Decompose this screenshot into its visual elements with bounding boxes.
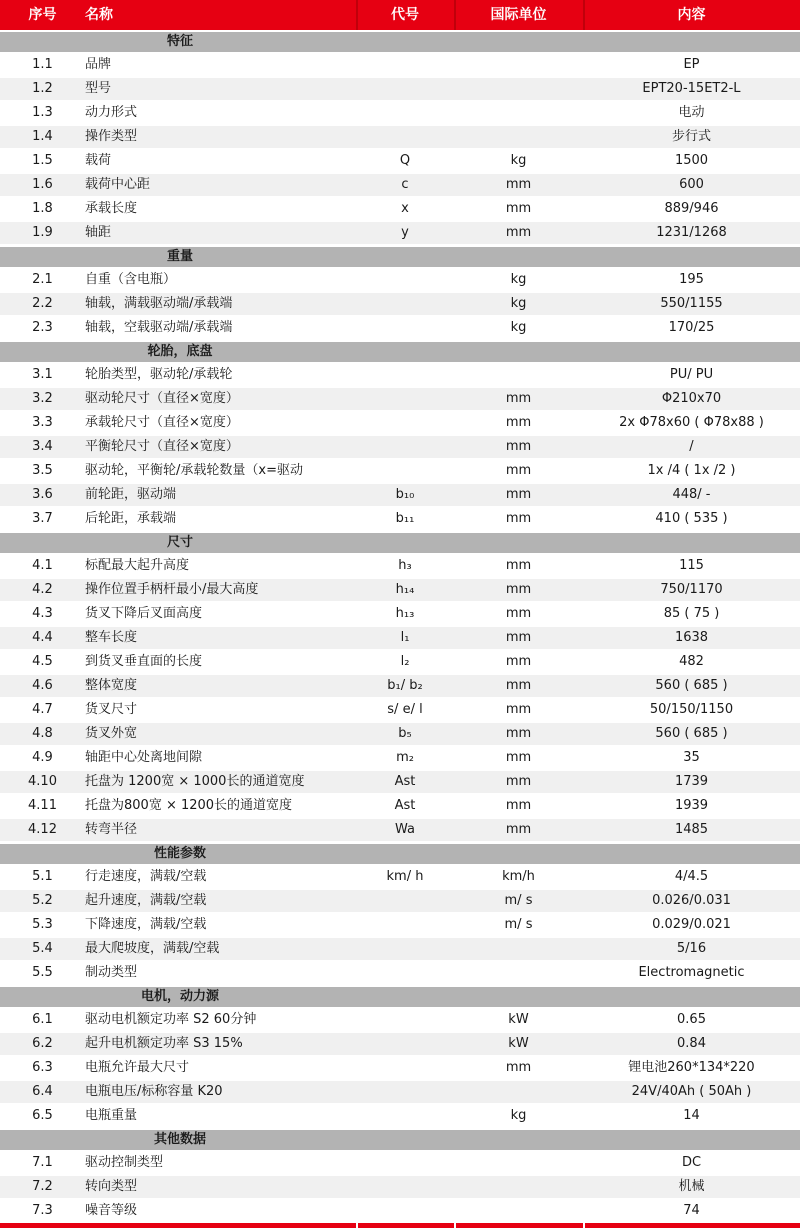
table-header-row: [0, 0, 800, 30]
table-row: [0, 173, 800, 197]
cell-no: 7.2: [32, 1179, 53, 1194]
cell-sym: [356, 937, 454, 961]
cell-no: 3.5: [32, 463, 53, 478]
table-row: [0, 770, 800, 794]
cell-sym: m₂: [396, 750, 414, 765]
table-row: [0, 865, 800, 889]
cell-name: 噪音等级: [85, 1203, 138, 1218]
cell-no: 4.9: [32, 750, 53, 765]
table-row: [0, 411, 800, 435]
cell-name: 最大爬坡度，满载/空载: [85, 941, 220, 956]
cell-name: 平衡轮尺寸（直径×宽度）: [85, 439, 239, 454]
cell-sym: [356, 889, 454, 913]
cell-sym: [356, 1008, 454, 1032]
cell-no: 2.3: [32, 320, 53, 335]
cell-unit: kg: [510, 272, 527, 287]
cell-sym: [356, 913, 454, 937]
cell-unit: [454, 1199, 583, 1223]
cell-unit: mm: [505, 822, 532, 837]
table-row: [0, 794, 800, 818]
bottom-bar-segment: [0, 1223, 356, 1228]
cell-name: 电瓶电压/标称容量 K20: [85, 1084, 223, 1099]
cell-name: 轴载，满载驱动端/承载端: [85, 296, 233, 311]
cell-val: 电动: [678, 105, 705, 120]
cell-val: 889/946: [664, 201, 719, 216]
cell-sym: [356, 1056, 454, 1080]
cell-no: 3.3: [32, 415, 53, 430]
cell-name: 整体宽度: [85, 678, 138, 693]
cell-sym: km/ h: [386, 869, 424, 884]
cell-val: 24V/40Ah ( 50Ah ): [631, 1084, 752, 1099]
cell-no: 7.3: [32, 1203, 53, 1218]
cell-unit: [454, 937, 583, 961]
cell-unit: [454, 363, 583, 387]
table-row: [0, 292, 800, 316]
cell-unit: mm: [505, 415, 532, 430]
column-header-val: 内容: [583, 0, 800, 30]
cell-sym: [356, 316, 454, 340]
cell-name: 操作位置手柄杆最小/最大高度: [85, 582, 259, 597]
cell-val: 170/25: [668, 320, 715, 335]
cell-sym: Ast: [394, 798, 416, 813]
cell-unit: m/ s: [504, 917, 533, 932]
cell-val: 85 ( 75 ): [663, 606, 720, 621]
cell-name: 电瓶允许最大尺寸: [85, 1060, 190, 1075]
section-title: 重量: [166, 249, 193, 264]
cell-unit: [454, 125, 583, 149]
table-row: [0, 578, 800, 602]
cell-unit: mm: [505, 487, 532, 502]
cell-unit: mm: [505, 201, 532, 216]
cell-no: 4.2: [32, 582, 53, 597]
cell-sym: [356, 268, 454, 292]
column-header-sym: 代号: [356, 0, 454, 30]
table-row: [0, 818, 800, 842]
cell-name: 后轮距，承载端: [85, 511, 177, 526]
table-row: [0, 1199, 800, 1223]
cell-no: 6.1: [32, 1012, 53, 1027]
cell-unit: m/ s: [504, 893, 533, 908]
section-title: 电机，动力源: [140, 989, 219, 1004]
cell-val: 35: [683, 750, 700, 765]
column-header-no: 序号: [0, 0, 85, 30]
table-row: [0, 483, 800, 507]
cell-sym: h₁₄: [395, 582, 415, 597]
cell-val: EPT20-15ET2-L: [642, 81, 741, 96]
cell-unit: mm: [505, 177, 532, 192]
table-row: [0, 674, 800, 698]
cell-unit: mm: [505, 798, 532, 813]
cell-name: 型号: [85, 81, 112, 96]
cell-unit: mm: [505, 463, 532, 478]
cell-name: 起升电机额定功率 S3 15%: [85, 1036, 243, 1051]
cell-unit: kg: [510, 153, 527, 168]
cell-no: 4.4: [32, 630, 53, 645]
cell-no: 4.7: [32, 702, 53, 717]
cell-no: 1.4: [32, 129, 53, 144]
cell-name: 驱动电机额定功率 S2 60分钟: [85, 1012, 257, 1027]
cell-val: 步行式: [671, 129, 711, 144]
table-row: [0, 1008, 800, 1032]
cell-val: 4/4.5: [674, 869, 709, 884]
cell-sym: Wa: [395, 822, 415, 837]
cell-name: 载荷: [85, 153, 112, 168]
cell-val: 机械: [678, 1179, 705, 1194]
cell-no: 6.3: [32, 1060, 53, 1075]
cell-unit: mm: [505, 750, 532, 765]
cell-unit: km/h: [502, 869, 535, 884]
table-row: [0, 1056, 800, 1080]
cell-name: 货叉尺寸: [85, 702, 138, 717]
cell-no: 2.1: [32, 272, 53, 287]
cell-no: 5.4: [32, 941, 53, 956]
cell-val: 5/16: [676, 941, 707, 956]
section-header: [0, 340, 800, 363]
cell-name: 轴距中心处离地间隙: [85, 750, 203, 765]
table-row: [0, 125, 800, 149]
section-title: 性能参数: [153, 846, 206, 861]
cell-val: 410 ( 535 ): [655, 511, 728, 526]
cell-sym: [356, 411, 454, 435]
column-header-unit: 国际单位: [454, 0, 583, 30]
bottom-bar-segment: [583, 1223, 800, 1228]
cell-sym: [356, 387, 454, 411]
table-row: [0, 1175, 800, 1199]
section-header: [0, 531, 800, 554]
cell-name: 驱动控制类型: [85, 1155, 164, 1170]
cell-sym: [356, 1151, 454, 1175]
cell-unit: mm: [505, 702, 532, 717]
cell-unit: mm: [505, 726, 532, 741]
cell-sym: [356, 435, 454, 459]
cell-val: 195: [679, 272, 704, 287]
table-row: [0, 221, 800, 245]
cell-name: 电瓶重量: [85, 1108, 138, 1123]
cell-no: 4.11: [28, 798, 57, 813]
cell-name: 载荷中心距: [85, 177, 151, 192]
cell-val: Electromagnetic: [638, 965, 745, 980]
cell-no: 7.1: [32, 1155, 53, 1170]
table-row: [0, 602, 800, 626]
table-row: [0, 626, 800, 650]
table-row: [0, 937, 800, 961]
bottom-accent-bar: [0, 1223, 800, 1228]
table-row: [0, 746, 800, 770]
cell-val: 1500: [674, 153, 709, 168]
cell-val: 448/ -: [672, 487, 711, 502]
cell-unit: mm: [505, 558, 532, 573]
cell-unit: [454, 1080, 583, 1104]
cell-name: 货叉外宽: [85, 726, 138, 741]
cell-no: 4.12: [28, 822, 57, 837]
cell-val: 550/1155: [660, 296, 723, 311]
cell-sym: h₁₃: [395, 606, 415, 621]
cell-unit: mm: [505, 1060, 532, 1075]
table-row: [0, 316, 800, 340]
table-row: [0, 1104, 800, 1128]
cell-no: 4.3: [32, 606, 53, 621]
cell-sym: [356, 292, 454, 316]
cell-val: 1638: [674, 630, 709, 645]
bottom-bar-segment: [356, 1223, 454, 1228]
cell-val: 1485: [674, 822, 709, 837]
cell-val: 锂电池260*134*220: [628, 1060, 755, 1075]
cell-unit: [454, 53, 583, 77]
cell-sym: b₁₀: [395, 487, 415, 502]
table-row: [0, 268, 800, 292]
cell-sym: [356, 125, 454, 149]
table-row: [0, 1151, 800, 1175]
cell-unit: mm: [505, 606, 532, 621]
table-row: [0, 554, 800, 578]
cell-no: 3.6: [32, 487, 53, 502]
cell-no: 4.10: [28, 774, 57, 789]
table-row: [0, 913, 800, 937]
cell-unit: mm: [505, 439, 532, 454]
table-row: [0, 698, 800, 722]
cell-unit: [454, 1175, 583, 1199]
cell-name: 承载轮尺寸（直径×宽度）: [85, 415, 239, 430]
table-row: [0, 363, 800, 387]
section-header: [0, 842, 800, 865]
cell-unit: mm: [505, 391, 532, 406]
cell-no: 5.5: [32, 965, 53, 980]
cell-name: 前轮距，驱动端: [85, 487, 177, 502]
cell-sym: s/ e/ l: [387, 702, 423, 717]
cell-unit: mm: [505, 225, 532, 240]
cell-name: 托盘为 1200宽 × 1000长的通道宽度: [85, 774, 305, 789]
cell-no: 5.3: [32, 917, 53, 932]
cell-no: 4.5: [32, 654, 53, 669]
section-header: [0, 245, 800, 268]
cell-sym: [356, 1080, 454, 1104]
cell-no: 5.1: [32, 869, 53, 884]
cell-val: 1739: [674, 774, 709, 789]
cell-val: DC: [681, 1155, 702, 1170]
cell-sym: [356, 961, 454, 985]
cell-unit: mm: [505, 630, 532, 645]
cell-val: 74: [683, 1203, 700, 1218]
cell-val: 115: [679, 558, 704, 573]
section-title: 尺寸: [166, 535, 193, 550]
cell-unit: mm: [505, 582, 532, 597]
table-row: [0, 650, 800, 674]
cell-no: 6.4: [32, 1084, 53, 1099]
cell-no: 1.1: [32, 57, 53, 72]
table-row: [0, 459, 800, 483]
cell-val: EP: [683, 57, 700, 72]
cell-name: 托盘为800宽 × 1200长的通道宽度: [85, 798, 293, 813]
cell-name: 品牌: [85, 57, 112, 72]
cell-sym: b₁/ b₂: [387, 678, 423, 693]
table-row: [0, 722, 800, 746]
cell-sym: [356, 53, 454, 77]
cell-sym: [356, 101, 454, 125]
cell-sym: h₃: [398, 558, 412, 573]
cell-val: 0.029/0.021: [652, 917, 731, 932]
cell-name: 起升速度，满载/空载: [85, 893, 207, 908]
cell-name: 转弯半径: [85, 822, 138, 837]
cell-val: 750/1170: [660, 582, 723, 597]
cell-sym: b₁₁: [395, 511, 415, 526]
table-row: [0, 149, 800, 173]
cell-sym: Q: [399, 153, 411, 168]
table-row: [0, 101, 800, 125]
cell-sym: [356, 459, 454, 483]
table-row: [0, 53, 800, 77]
cell-name: 轴载，空载驱动端/承载端: [85, 320, 233, 335]
table-row: [0, 961, 800, 985]
section-header: [0, 985, 800, 1008]
cell-unit: kW: [508, 1012, 529, 1027]
cell-name: 整车长度: [85, 630, 138, 645]
cell-no: 3.2: [32, 391, 53, 406]
cell-name: 驱动轮，平衡轮/承载轮数量（x=驱动: [85, 463, 303, 478]
cell-no: 4.6: [32, 678, 53, 693]
cell-val: Φ210x70: [661, 391, 722, 406]
cell-unit: kg: [510, 1108, 527, 1123]
table-row: [0, 387, 800, 411]
cell-val: 560 ( 685 ): [655, 726, 728, 741]
cell-sym: [356, 363, 454, 387]
cell-val: PU/ PU: [669, 367, 714, 382]
cell-name: 下降速度，满载/空载: [85, 917, 207, 932]
cell-name: 转向类型: [85, 1179, 138, 1194]
cell-unit: [454, 77, 583, 101]
cell-unit: kW: [508, 1036, 529, 1051]
cell-unit: kg: [510, 296, 527, 311]
cell-unit: [454, 1151, 583, 1175]
cell-no: 1.3: [32, 105, 53, 120]
cell-val: 0.65: [677, 1012, 706, 1027]
cell-val: 0.026/0.031: [652, 893, 731, 908]
cell-no: 1.8: [32, 201, 53, 216]
table-row: [0, 507, 800, 531]
cell-val: 0.84: [677, 1036, 706, 1051]
bottom-bar-segment: [454, 1223, 583, 1228]
cell-name: 到货叉垂直面的长度: [85, 654, 203, 669]
cell-name: 货叉下降后叉面高度: [85, 606, 203, 621]
cell-unit: [454, 101, 583, 125]
cell-no: 1.6: [32, 177, 53, 192]
cell-no: 1.5: [32, 153, 53, 168]
cell-no: 1.2: [32, 81, 53, 96]
cell-no: 6.5: [32, 1108, 53, 1123]
cell-val: 14: [683, 1108, 700, 1123]
cell-no: 1.9: [32, 225, 53, 240]
cell-val: 2x Φ78x60 ( Φ78x88 ): [619, 415, 764, 430]
cell-sym: [356, 1175, 454, 1199]
table-row: [0, 77, 800, 101]
cell-name: 动力形式: [85, 105, 138, 120]
cell-sym: b₅: [398, 726, 412, 741]
table-row: [0, 1032, 800, 1056]
cell-no: 2.2: [32, 296, 53, 311]
cell-val: 482: [679, 654, 704, 669]
cell-name: 标配最大起升高度: [85, 558, 190, 573]
cell-name: 轮胎类型，驱动轮/承载轮: [85, 367, 233, 382]
cell-unit: mm: [505, 678, 532, 693]
table-row: [0, 435, 800, 459]
table-body: [0, 30, 800, 1223]
cell-sym: y: [401, 225, 409, 240]
cell-name: 驱动轮尺寸（直径×宽度）: [85, 391, 239, 406]
cell-no: 6.2: [32, 1036, 53, 1051]
cell-name: 自重（含电瓶）: [85, 272, 177, 287]
section-header: [0, 30, 800, 53]
cell-sym: l₁: [400, 630, 410, 645]
cell-no: 3.7: [32, 511, 53, 526]
cell-sym: [356, 77, 454, 101]
cell-unit: mm: [505, 774, 532, 789]
cell-name: 轴距: [85, 225, 112, 240]
section-header: [0, 1128, 800, 1151]
cell-name: 操作类型: [85, 129, 138, 144]
cell-val: 560 ( 685 ): [655, 678, 728, 693]
section-title: 特征: [166, 34, 193, 49]
cell-sym: c: [401, 177, 409, 192]
table-row: [0, 1080, 800, 1104]
cell-sym: l₂: [400, 654, 410, 669]
cell-name: 制动类型: [85, 965, 138, 980]
cell-sym: [356, 1104, 454, 1128]
cell-val: 1x /4 ( 1x /2 ): [647, 463, 736, 478]
cell-unit: kg: [510, 320, 527, 335]
cell-no: 3.1: [32, 367, 53, 382]
cell-sym: Ast: [394, 774, 416, 789]
cell-name: 行走速度，满载/空载: [85, 869, 207, 884]
cell-no: 3.4: [32, 439, 53, 454]
cell-val: 1231/1268: [656, 225, 727, 240]
cell-no: 5.2: [32, 893, 53, 908]
cell-val: 50/150/1150: [649, 702, 734, 717]
cell-unit: [454, 961, 583, 985]
cell-no: 4.8: [32, 726, 53, 741]
cell-val: 1939: [674, 798, 709, 813]
cell-sym: [356, 1199, 454, 1223]
section-title: 轮胎，底盘: [147, 344, 213, 359]
cell-val: /: [689, 439, 694, 454]
table-row: [0, 197, 800, 221]
column-header-name: 名称: [85, 0, 356, 30]
cell-unit: mm: [505, 654, 532, 669]
section-title: 其他数据: [153, 1132, 206, 1147]
cell-no: 4.1: [32, 558, 53, 573]
table-row: [0, 889, 800, 913]
cell-sym: x: [401, 201, 409, 216]
cell-sym: [356, 1032, 454, 1056]
cell-name: 承载长度: [85, 201, 138, 216]
cell-val: 600: [679, 177, 704, 192]
cell-unit: mm: [505, 511, 532, 526]
